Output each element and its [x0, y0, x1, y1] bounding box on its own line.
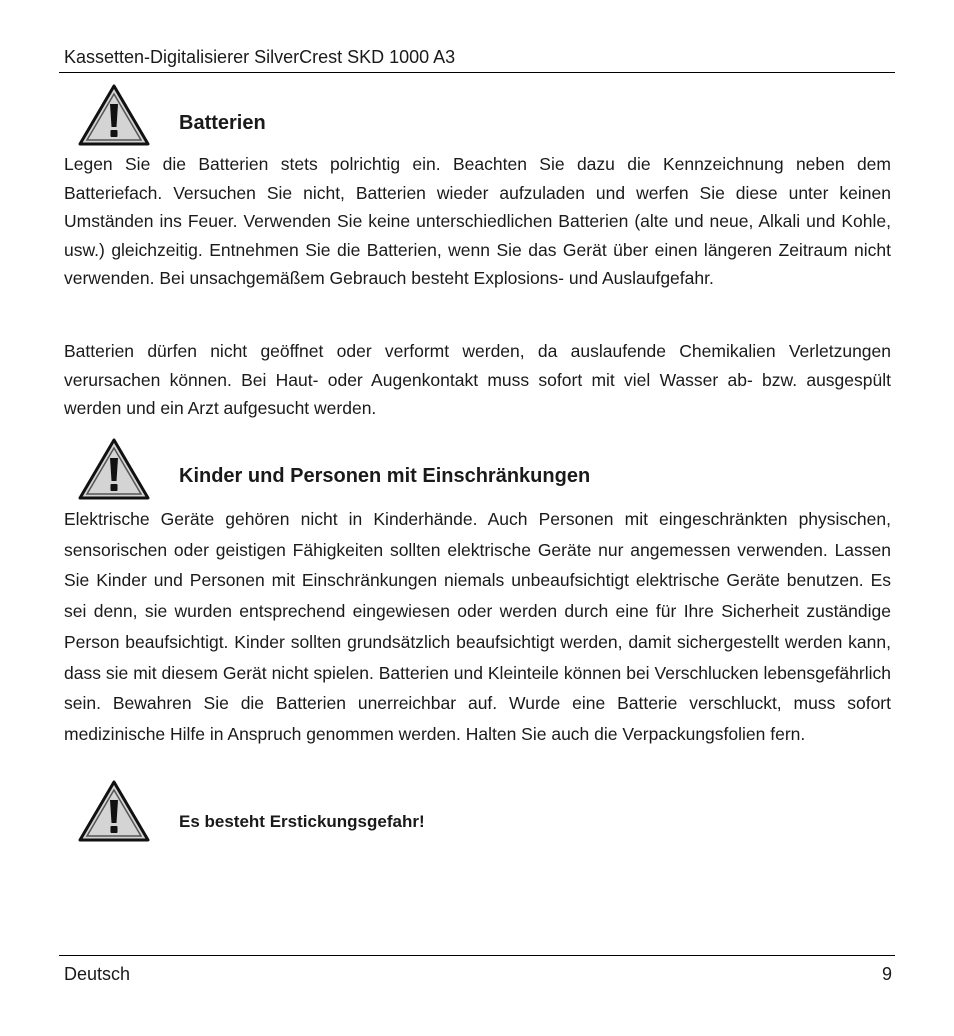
paragraph-batterien-2: Batterien dürfen nicht geöffnet oder verformt werden, da auslaufende Chemikalien Verletzungen verursachen können. Bei Haut- oder Augenkontakt muss sofort mit viel Wasser ab- bzw. ausgespült werden und ein Arzt aufgesucht werden. [64, 341, 891, 418]
warning-triangle-icon [78, 438, 150, 500]
paragraph-kinder: Elektrische Geräte gehören nicht in Kinderhände. Auch Personen mit eingeschränkten physischen, sensorischen oder geistigen Fähigkeiten sollten elektrische Geräte nur angemessen verwenden. Lassen Sie Kinder und Personen mit Einschränkungen niemals unbeaufsichtigt elektrische Geräte benutzen. Es sei denn, sie wurden entsprechend eingewiesen oder werden durch eine für Ihre Sicherheit zuständige Person beaufsichtigt. Kinder sollten grundsätzlich beaufsichtigt werden, damit sichergestellt werden kann, dass sie mit diesem Gerät nicht spielen. Batterien und Kleinteile können bei Verschlucken lebensgefährlich sein. Bewahren Sie die Batterien unerreichbar auf. Wurde eine Batterie verschluckt, muss sofort medizinische Hilfe in Anspruch genommen werden. Halten Sie auch die Verpackungsfolien fern. [64, 509, 891, 744]
header-rule [59, 72, 895, 73]
footer-language: Deutsch [64, 964, 131, 984]
warning-triangle-icon [78, 84, 150, 146]
warning-triangle-icon [78, 780, 150, 842]
footer-rule [59, 955, 895, 956]
section-heading-kinder: Kinder und Personen mit Einschränkungen [179, 465, 591, 487]
page-header-title: Kassetten-Digitalisierer SilverCrest SKD 1000 A3 [64, 47, 456, 67]
page-number: 9 [881, 964, 892, 984]
section-heading-batterien: Batterien [179, 112, 266, 134]
warning-heading-erstickungsgefahr: Es besteht Erstickungsgefahr! [179, 812, 425, 831]
paragraph-batterien-1: Legen Sie die Batterien stets polrichtig ein. Beachten Sie dazu die Kennzeichnung neben dem Batteriefach. Versuchen Sie nicht, Batterien wieder aufzuladen und werfen Sie diese unter keinen Umständen ins Feuer. Verwenden Sie keine unterschiedlichen Batterien (alte und neue, Alkali und Kohle, usw.) gleichzeitig. Entnehmen Sie die Batterien, wenn Sie das Gerät über einen längeren Zeitraum nicht verwenden. Bei unsachgemäßem Gebrauch besteht Explosions- und Auslaufgefahr. [64, 154, 891, 288]
